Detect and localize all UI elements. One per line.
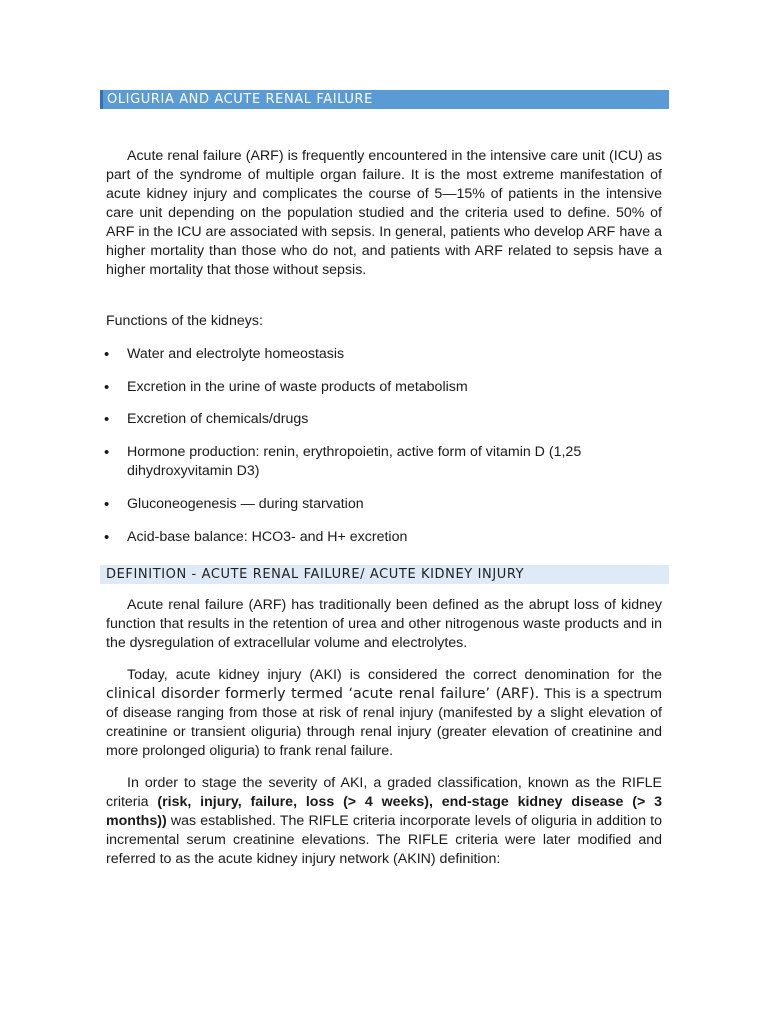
bullet-icon: • [104,496,110,513]
aki-text-part3: This is a spectrum of disease ranging from those at risk of renal injury (manifested by a slight elevation of creatinine or transient oliguria) through renal injury (greater elevation of creatinine and more prolonged oliguria) to frank renal failure. [106,686,662,759]
rifle-text-part1: In order to stage the severity of AKI, a graded classification, known as the RIFLE criteria [106,775,662,810]
bullet-icon: • [104,379,110,396]
list-item-text: Hormone production: renin, erythropoietin, active form of vitamin D (1,25 dihydroxyvitamin D3) [127,444,582,479]
section-heading-definition: DEFINITION - ACUTE RENAL FAILURE/ ACUTE KIDNEY INJURY [100,565,669,584]
rifle-text-part2: was established. The RIFLE criteria incorporate levels of oliguria in addition to incremental serum creatinine elevations. The RIFLE criteria were later modified and referred to as the acute kidney injury network (AKIN) definition: [106,813,662,867]
list-item-text: Gluconeogenesis — during starvation [127,496,364,512]
section-heading-oliguria: OLIGURIA AND ACUTE RENAL FAILURE [100,90,669,109]
list-item [106,528,662,547]
bullet-icon: • [104,529,110,546]
functions-label: Functions of the kidneys: [106,313,263,329]
list-item [106,378,662,397]
bullet-icon: • [104,444,110,461]
definition-paragraph: Acute renal failure (ARF) has traditionally been defined as the abrupt loss of kidney function that results in the retention of urea and other nitrogenous waste products and in the dysregulation of extracellular volume and electrolytes. [106,597,662,651]
rifle-criteria-bold: (risk, injury, failure, loss (> 4 weeks), end-stage kidney disease (> 3 months)) [106,794,662,829]
intro-paragraph: Acute renal failure (ARF) is frequently encountered in the intensive care unit (ICU) as part of the syndrome of multiple organ failure. It is the most extreme manifestation of acute kidney injury and complicates the course of 5—15% of patients in the intensive care unit depending on the population studied and the criteria used to define. 50% of ARF in the ICU are associated with sepsis. In general, patients who develop ARF have a higher mortality than those who do not, and patients with ARF related to sepsis have a higher mortality that those without sepsis. [106,148,662,278]
list-item-text: Excretion in the urine of waste products of metabolism [127,379,468,395]
list-item [106,495,662,514]
list-item [106,410,662,429]
bullet-icon: • [104,411,110,428]
aki-text-part2: clinical disorder formerly termed ‘acute renal failure’ (ARF). [106,686,540,702]
rifle-paragraph [106,774,662,869]
list-item-text: Acid-base balance: HCO3- and H+ excretion [127,529,408,545]
list-item-text: Water and electrolyte homeostasis [127,346,345,362]
list-item [106,443,626,481]
list-item [106,345,662,364]
bullet-icon: • [104,346,110,363]
aki-text-part1: Today, acute kidney injury (AKI) is considered the correct denomination for the [127,667,662,683]
list-item-text: Excretion of chemicals/drugs [127,411,309,427]
aki-paragraph [106,666,662,761]
